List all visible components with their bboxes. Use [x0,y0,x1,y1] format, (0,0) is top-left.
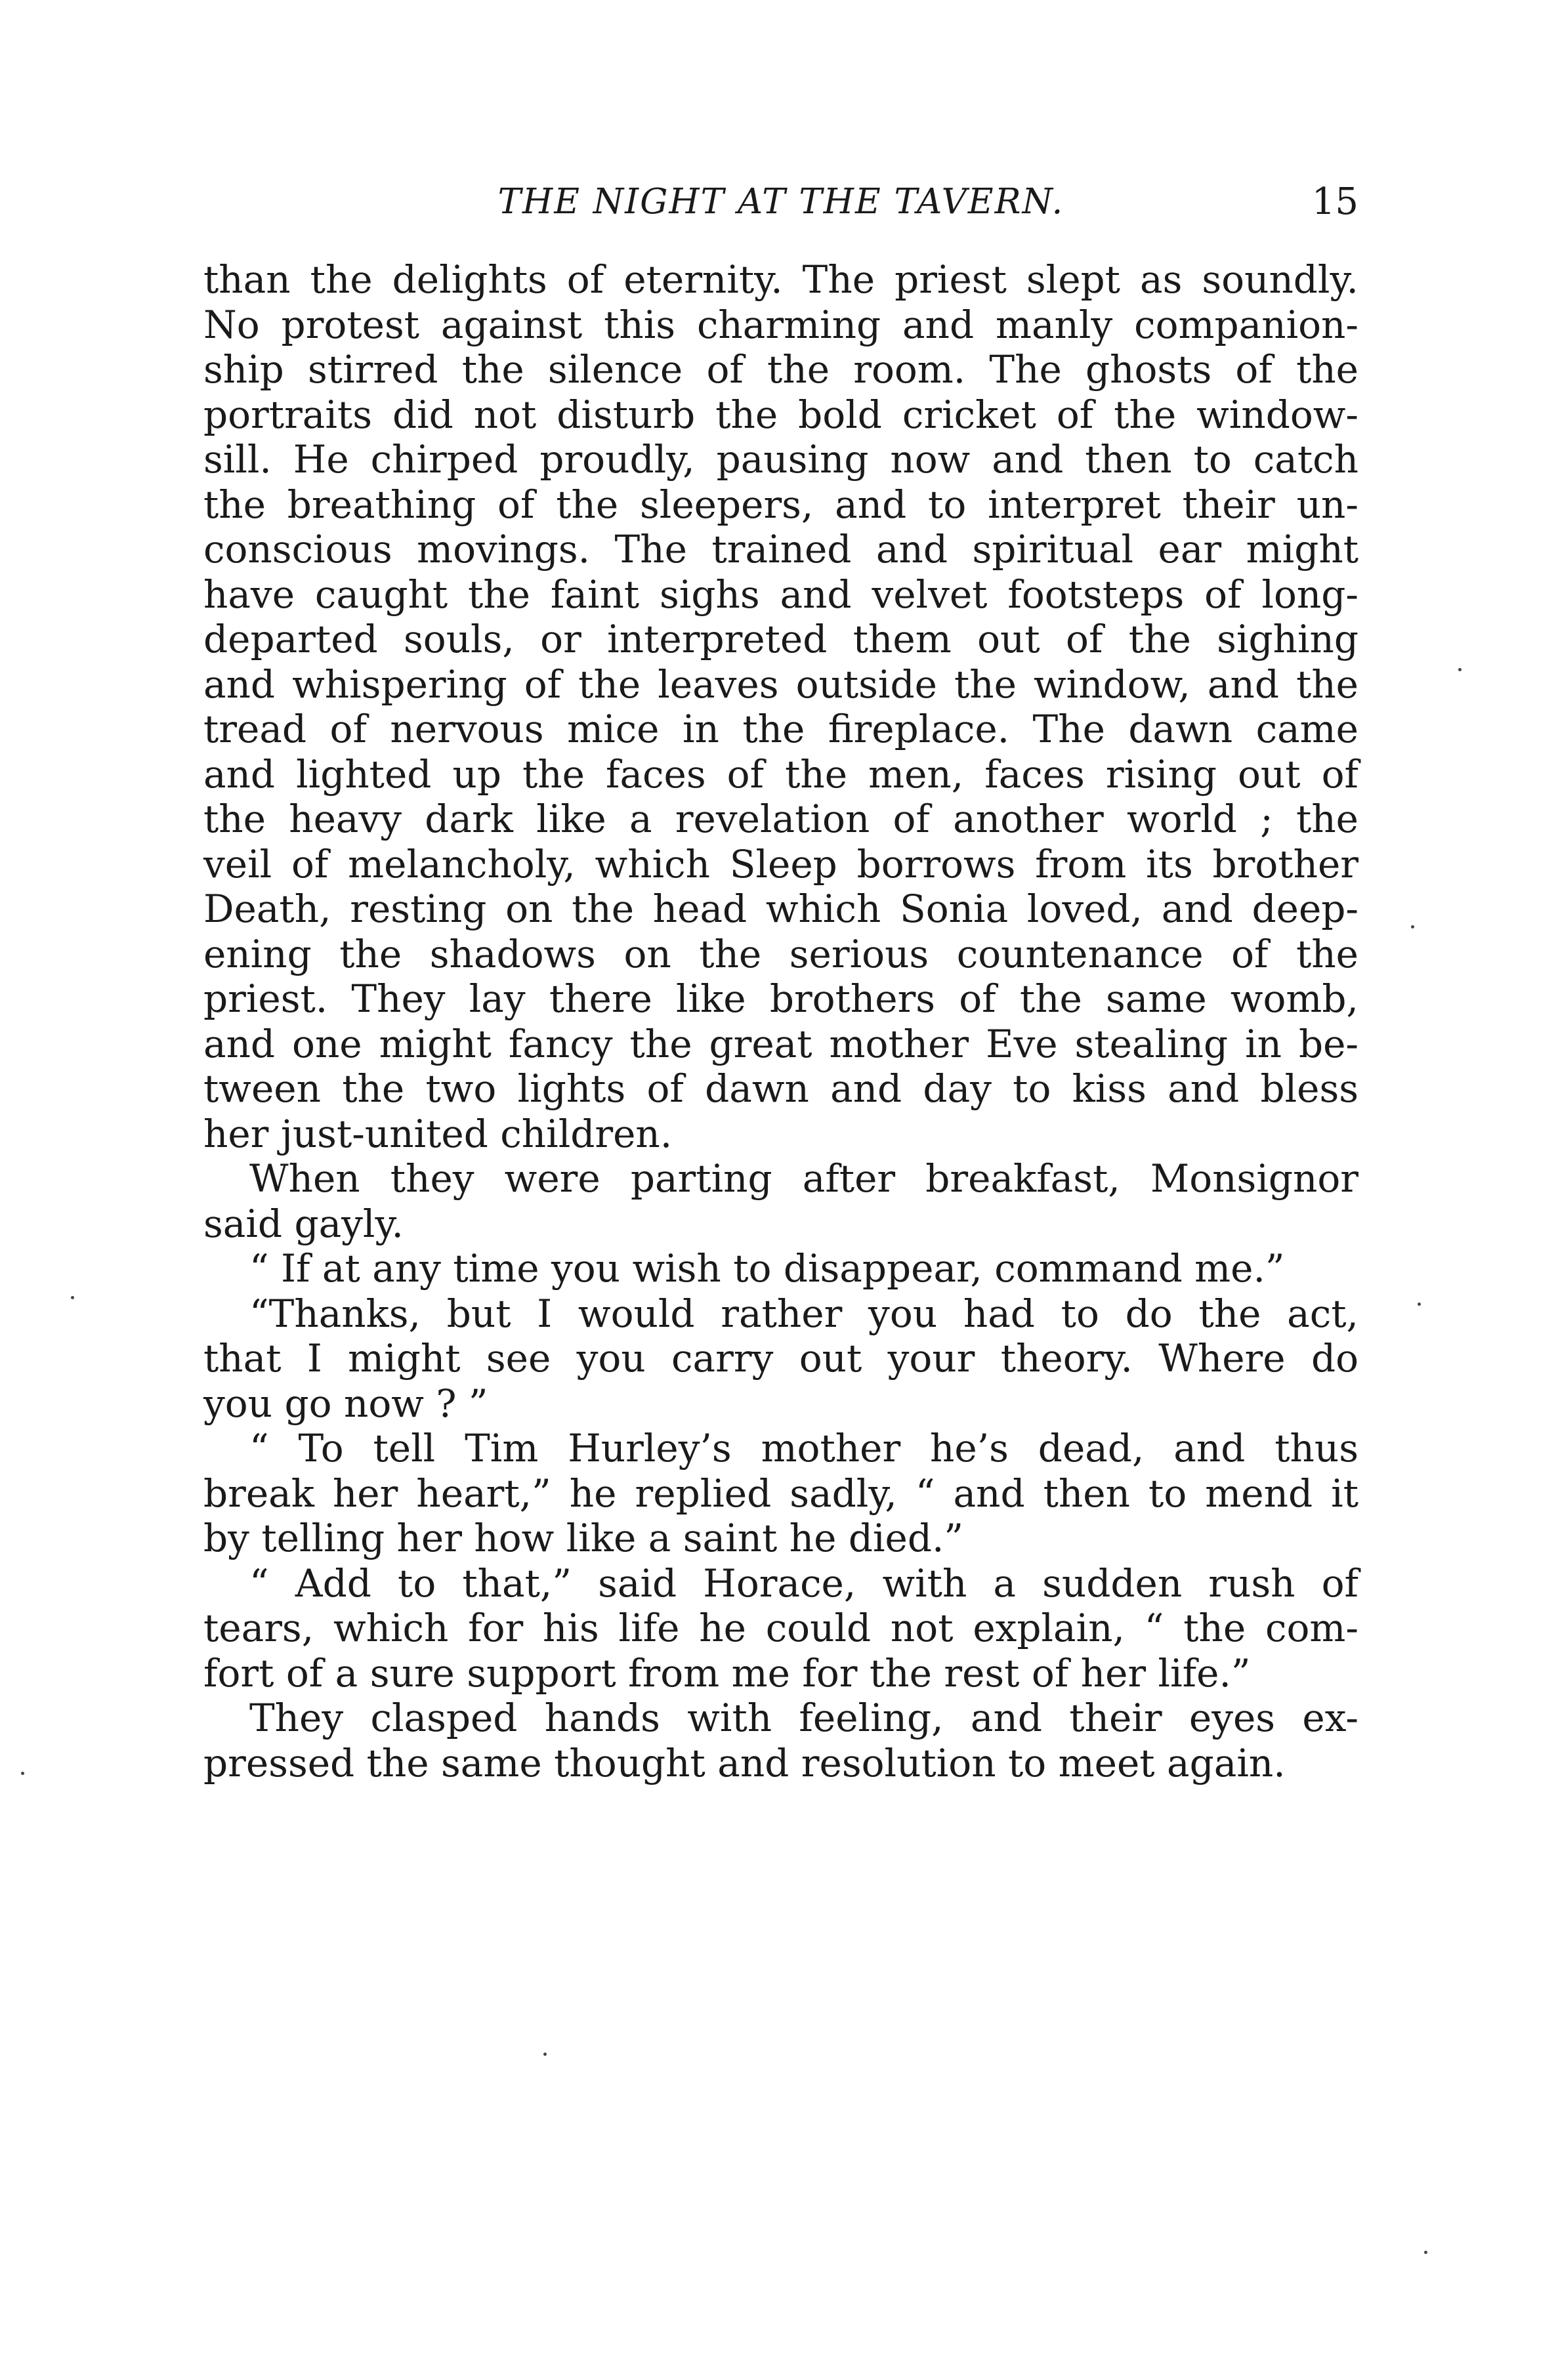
text-line: They clasped hands with feeling, and their eyes ex- [249,1696,1358,1740]
print-speck [543,2053,547,2056]
text-line: ship stirred the silence of the room. The ghosts of the [203,347,1358,392]
text-line: “ Add to that,” said Horace, with a sudden rush of [249,1560,1358,1606]
paragraph [203,1291,1358,1427]
text-line: departed souls, or interpreted them out of the sighing [203,617,1358,661]
text-line: the heavy dark like a revelation of another world ; the [203,797,1358,841]
print-speck [21,1772,24,1775]
text-line: pressed the same thought and resolution to meet again. [203,1740,1286,1785]
text-line: that I might see you carry out your theory. Where do [203,1336,1358,1381]
text-line: priest. They lay there like brothers of the same womb, [203,976,1358,1021]
text-line: tears, which for his life he could not explain, “ the com- [203,1606,1358,1650]
running-title: THE NIGHT AT THE TAVERN. [497,182,1064,222]
body-text [203,257,1358,1785]
text-line: ening the shadows on the serious countenance of the [203,931,1358,976]
text-line: portraits did not disturb the bold cricket of the window- [203,392,1358,437]
paragraph [203,1246,1358,1291]
page-number: 15 [1311,180,1358,223]
text-line: break her heart,” he replied sadly, “ and then to mend it [203,1471,1358,1516]
text-line: and whispering of the leaves outside the window, and the [203,661,1358,707]
text-line: said gayly. [203,1201,404,1246]
paragraph [203,1561,1358,1696]
print-speck [71,1296,74,1299]
text-line: When they were parting after breakfast, Monsignor [249,1156,1358,1201]
text-line: you go now ? ” [203,1381,488,1426]
text-line: “ To tell Tim Hurley’s mother he’s dead, and thus [249,1426,1358,1471]
print-speck [1424,2251,1427,2254]
text-line: tween the two lights of dawn and day to kiss and bless [203,1066,1358,1111]
text-line: and one might fancy the great mother Eve stealing in be- [203,1021,1358,1066]
text-line: veil of melancholy, which Sleep borrows from its brother [203,841,1358,887]
text-line: by telling her how like a saint he died.” [203,1516,964,1560]
print-speck [1458,668,1462,671]
paragraph [203,1426,1358,1561]
text-line: Death, resting on the head which Sonia loved, and deep- [203,887,1358,931]
text-line: tread of nervous mice in the fireplace. The dawn came [203,707,1358,751]
running-head [203,176,1358,228]
text-line: No protest against this charming and manly companion- [203,302,1358,347]
paragraph [203,257,1358,1156]
text-line: her just-united children. [203,1111,673,1156]
text-line: conscious movings. The trained and spiritual ear might [203,527,1358,572]
paragraph [203,1156,1358,1246]
paragraph [203,1696,1358,1785]
text-line: sill. He chirped proudly, pausing now and then to catch [203,437,1358,482]
print-speck [1411,925,1414,929]
text-line: “Thanks, but I would rather you had to do the act, [249,1291,1358,1336]
print-speck [1418,1303,1421,1306]
text-line: the breathing of the sleepers, and to interpret their un- [203,482,1358,527]
text-line: “ If at any time you wish to disappear, command me.” [249,1246,1285,1291]
text-line: and lighted up the faces of the men, faces rising out of [203,751,1358,797]
text-line: than the delights of eternity. The priest slept as soundly. [203,257,1358,302]
text-line: fort of a sure support from me for the rest of her life.” [203,1650,1251,1696]
text-line: have caught the faint sighs and velvet footsteps of long- [203,572,1358,617]
